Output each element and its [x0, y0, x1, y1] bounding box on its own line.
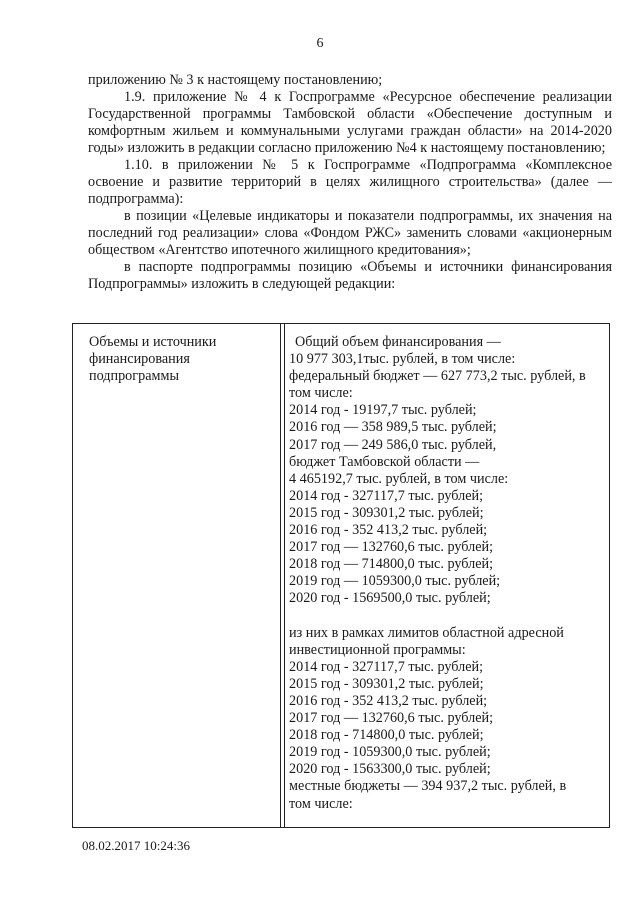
table-column-divider-inner	[284, 324, 285, 827]
left-cell-line: подпрограммы	[89, 368, 179, 384]
right-cell-line: 2016 год - 352 413,2 тыс. рублей;	[289, 692, 488, 709]
right-cell-line: 4 465192,7 тыс. рублей, в том числе:	[289, 470, 509, 487]
right-cell-line: 2014 год - 327117,7 тыс. рублей;	[289, 487, 484, 504]
page-number: 6	[316, 36, 324, 51]
right-cell-line: том числе:	[289, 795, 353, 812]
right-cell-line: Общий объем финансирования —	[295, 334, 501, 350]
paragraph-1-10: 1.10. в приложении № 5 к Госпрограмме «Подпрограмма «Комплексное освоение и развитие территорий в целях жилищного строительства» (далее — подпрограмма):	[88, 157, 612, 207]
table-column-divider	[280, 324, 281, 827]
paragraph-passport: в паспорте подпрограммы позицию «Объемы и источники финансирования Подпрограммы» изложить в следующей редакции:	[88, 259, 612, 292]
right-cell-line: инвестиционной программы:	[289, 641, 466, 658]
right-cell-line: 2019 год - 1059300,0 тыс. рублей;	[289, 744, 491, 761]
left-cell-line: Объемы и источники	[89, 334, 217, 350]
financing-table	[72, 323, 610, 828]
right-cell-line: 2019 год — 1059300,0 тыс. рублей;	[289, 573, 501, 590]
right-cell-line: 2014 год - 327117,7 тыс. рублей;	[289, 658, 484, 675]
right-cell-blank-line	[289, 608, 601, 625]
right-cell-line: 2018 год — 714800,0 тыс. рублей;	[289, 556, 494, 573]
footer-timestamp: 08.02.2017 10:24:36	[82, 838, 190, 853]
right-cell-line: 2020 год - 1569500,0 тыс. рублей;	[289, 590, 491, 607]
right-cell-line: 2016 год — 358 989,5 тыс. рублей;	[289, 419, 497, 436]
left-cell-line: финансирования	[89, 351, 190, 367]
right-cell-line: 2015 год - 309301,2 тыс. рублей;	[289, 504, 484, 521]
right-cell-line: 2020 год - 1563300,0 тыс. рублей;	[289, 761, 491, 778]
table-left-cell	[89, 334, 269, 385]
right-cell-line: из них в рамках лимитов областной адресной	[289, 624, 564, 641]
right-cell-line: 2017 год — 132760,6 тыс. рублей;	[289, 710, 494, 727]
paragraph-1-9: 1.9. приложение № 4 к Госпрограмме «Ресурсное обеспечение реализации Государственной программы Тамбовской области «Обеспечение доступным и комфортным жильем и коммунальными услугами граждан области» на 2014-2020 годы» изложить в редакции согласно приложению №4 к настоящему постановлению;	[88, 89, 612, 156]
right-cell-line: том числе:	[289, 385, 353, 402]
right-cell-line: 10 977 303,1тыс. рублей, в том числе:	[289, 351, 516, 368]
right-cell-line: 2016 год - 352 413,2 тыс. рублей;	[289, 522, 488, 539]
right-cell-line: местные бюджеты — 394 937,2 тыс. рублей, в	[289, 778, 567, 795]
right-cell-line: 2014 год - 19197,7 тыс. рублей;	[289, 402, 477, 419]
table-right-cell	[289, 334, 601, 813]
document-body	[88, 72, 612, 293]
paragraph-continuation: приложению № 3 к настоящему постановлению;	[88, 72, 383, 88]
right-cell-line: 2018 год - 714800,0 тыс. рублей;	[289, 727, 484, 744]
right-cell-line: 2017 год — 249 586,0 тыс. рублей,	[289, 436, 497, 453]
right-cell-line: 2017 год — 132760,6 тыс. рублей;	[289, 539, 494, 556]
right-cell-line: 2015 год - 309301,2 тыс. рублей;	[289, 675, 484, 692]
right-cell-line: федеральный бюджет — 627 773,2 тыс. рублей, в	[289, 368, 586, 385]
right-cell-line: бюджет Тамбовской области —	[289, 453, 480, 470]
paragraph-target-indicators: в позиции «Целевые индикаторы и показатели подпрограммы, их значения на последний год реализации» слова «Фондом РЖС» заменить словами «акционерным обществом «Агентство ипотечного жилищного кредитования»;	[88, 208, 612, 258]
